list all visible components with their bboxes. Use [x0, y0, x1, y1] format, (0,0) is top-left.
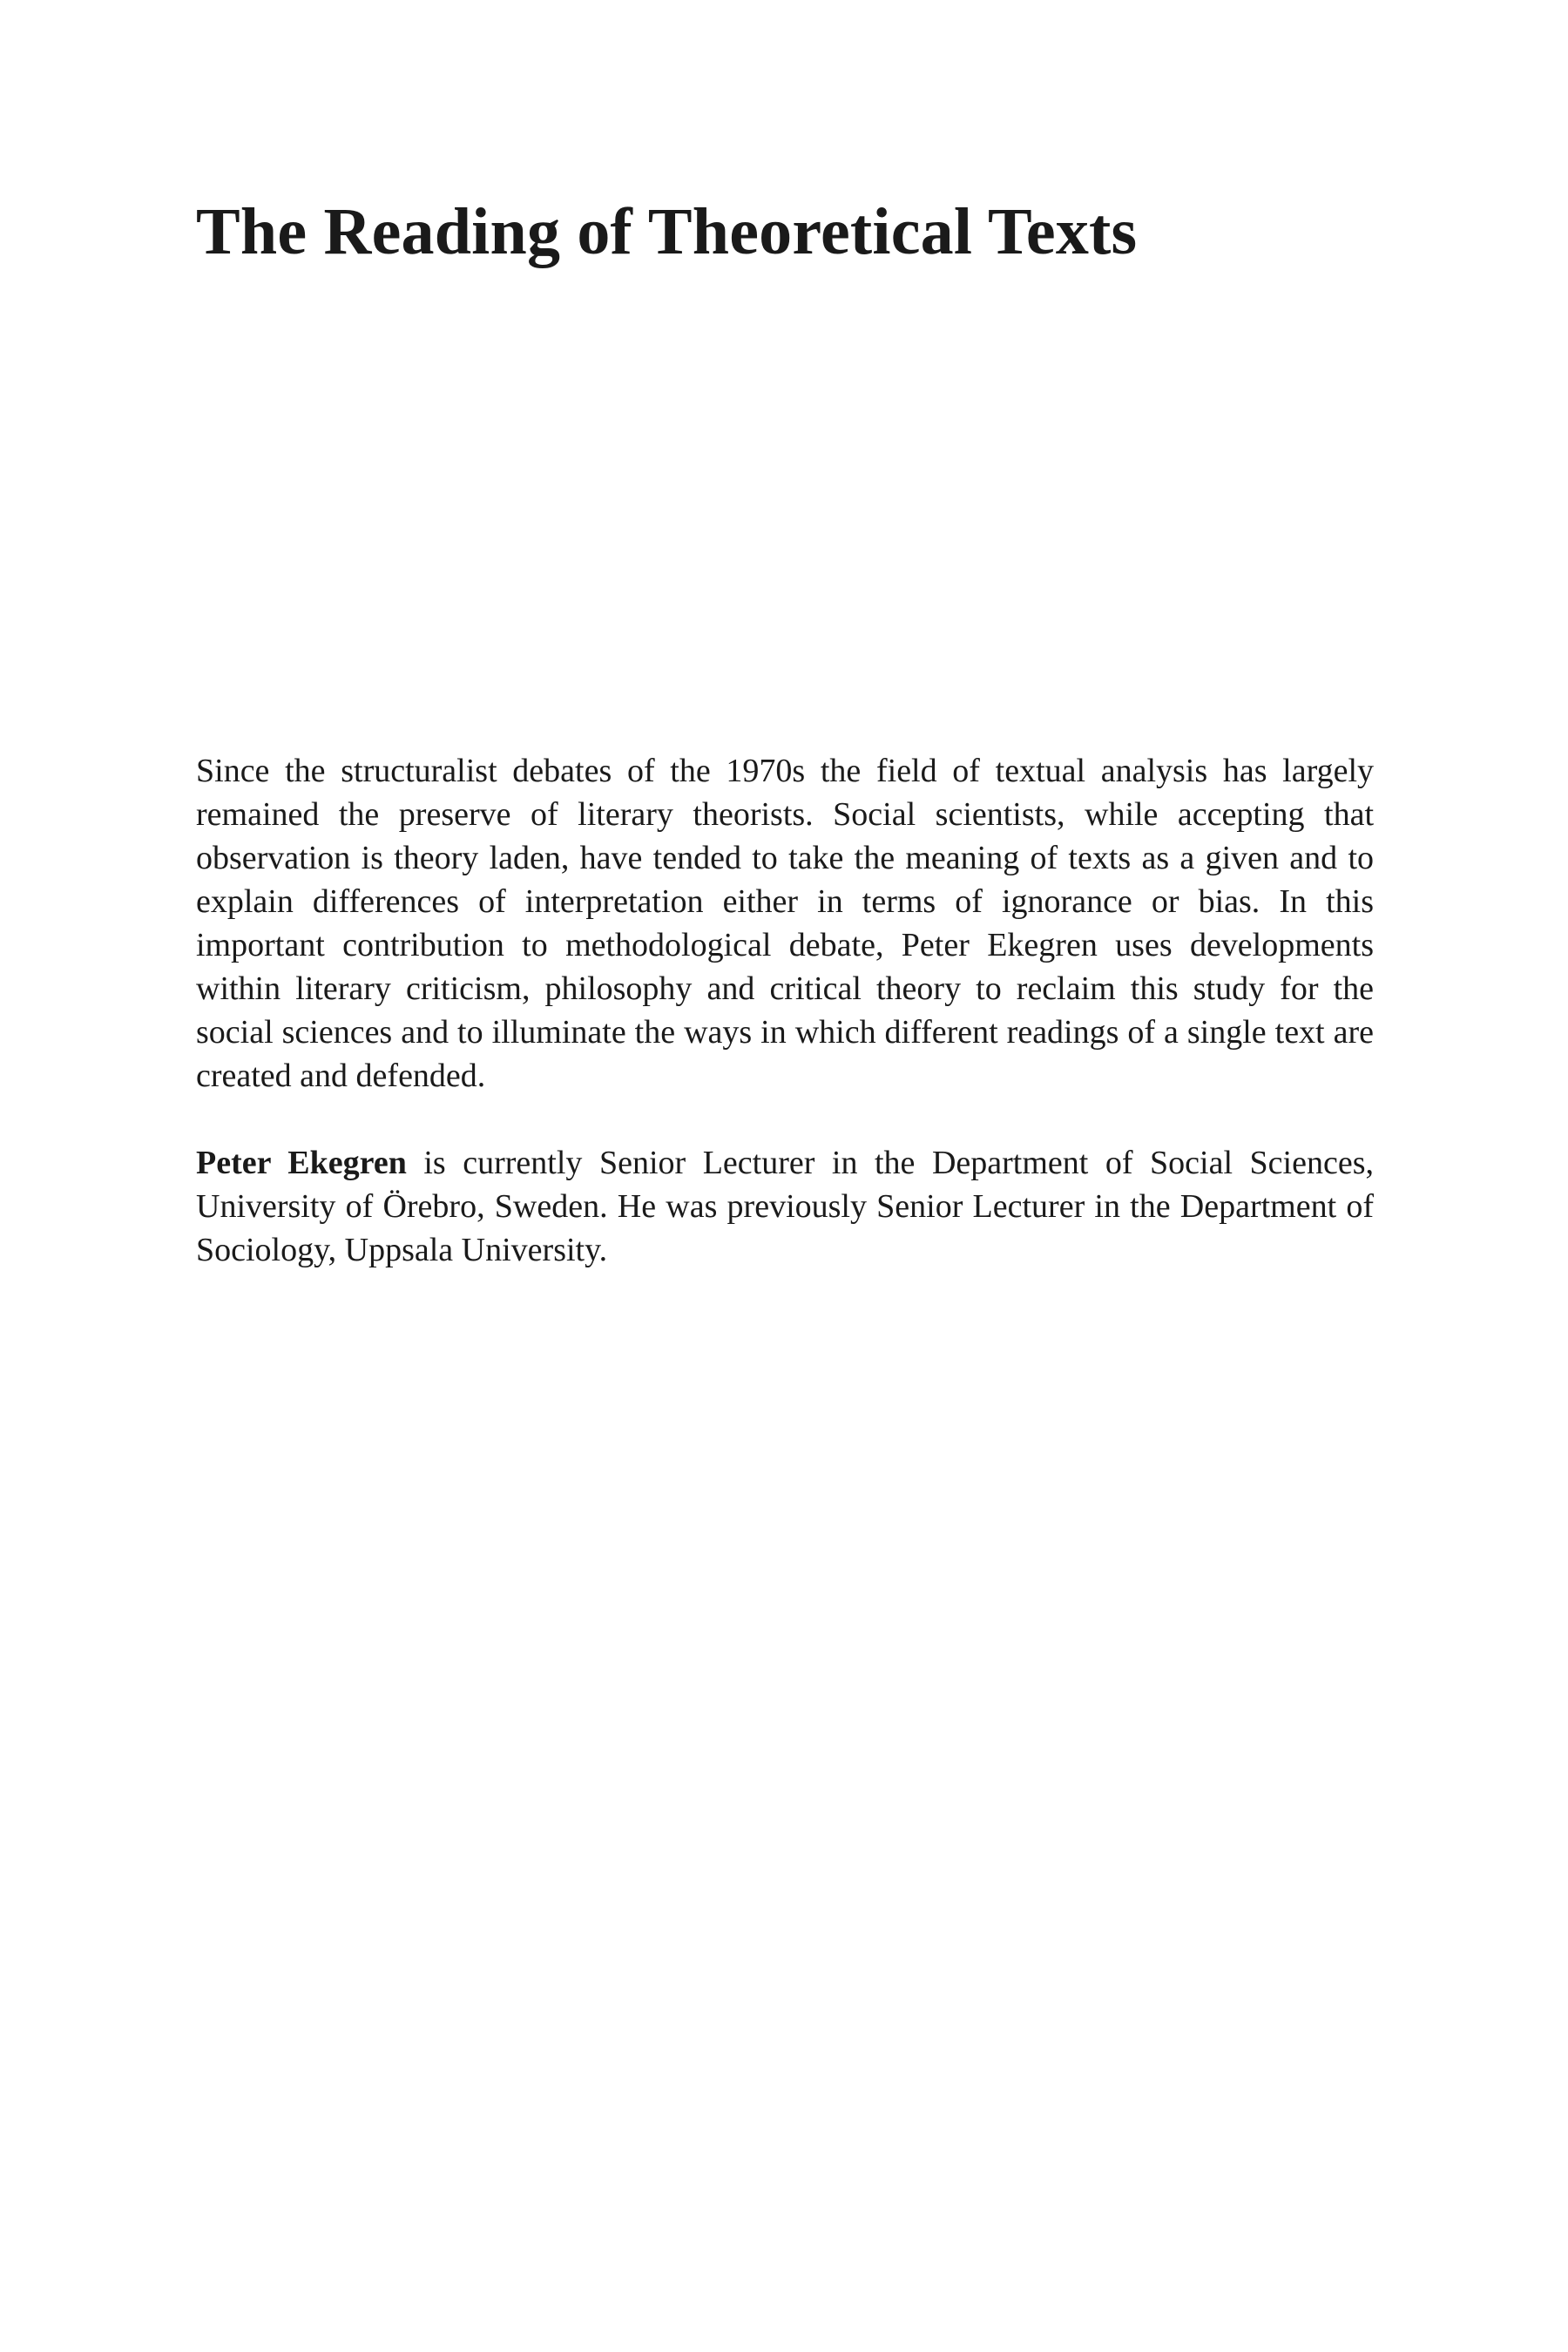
author-bio — [196, 1141, 1374, 1272]
book-title: The Reading of Theoretical Texts — [196, 195, 1138, 268]
description-paragraph: Since the structuralist debates of the 1970s the field of textual analysis has largely remained the preserve of literary theorists. Social scientists, while accepting that observation is theory laden, have tended to take the meaning of texts as a given and to explain differences of interpretation either in terms of ignorance or bias. In this important contribution to methodological debate, Peter Ekegren uses developments within literary criticism, philosophy and critical theory to reclaim this study for the social sciences and to illuminate the ways in which different readings of a single text are created and defended. — [196, 753, 1374, 1094]
author-bio-text: is currently Senior Lecturer in the Department of Social Sciences, University of Örebro, Sweden. He was previously Senior Lecturer in the Department of Sociology, Uppsala University. — [196, 1145, 1374, 1268]
author-name: Peter Ekegren — [196, 1145, 407, 1181]
back-cover-blurb — [196, 749, 1374, 1272]
